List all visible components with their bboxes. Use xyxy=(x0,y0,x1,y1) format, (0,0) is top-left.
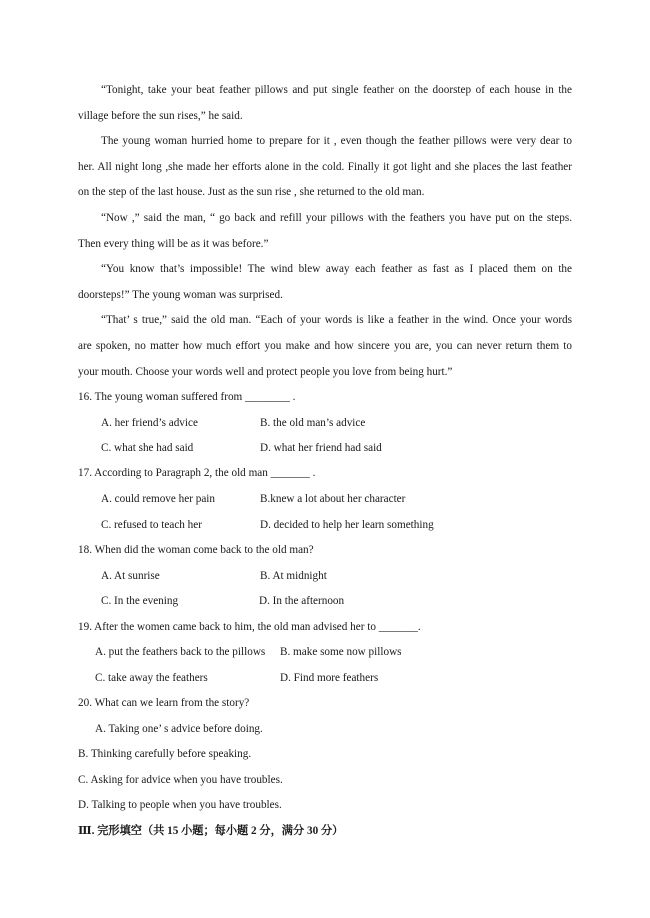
option-c: C. take away the feathers xyxy=(95,672,208,684)
option-d: D. Talking to people when you have troubles. xyxy=(78,799,282,811)
question-stem: 20. What can we learn from the story? xyxy=(78,697,250,709)
option-d: D. decided to help her learn something xyxy=(260,519,434,531)
passage-line: your mouth. Choose your words well and protect people you love from being hurt.” xyxy=(78,366,453,378)
option-a: A. Taking one’ s advice before doing. xyxy=(95,723,263,735)
passage-line: The young woman hurried home to prepare for it , even though the feather pillows were very dear to xyxy=(101,135,572,147)
question-stem: 16. The young woman suffered from ________ . xyxy=(78,391,296,403)
option-d: D. Find more feathers xyxy=(280,672,379,684)
option-b: B. make some now pillows xyxy=(280,646,402,658)
passage-line: “You know that’s impossible! The wind blew away each feather as fast as I placed them on the xyxy=(101,263,572,275)
option-c: C. refused to teach her xyxy=(101,519,202,531)
passage-line: doorsteps!” The young woman was surprised. xyxy=(78,289,283,301)
passage-line: are spoken, no matter how much effort you make and how sincere you are, you can never return them to xyxy=(78,340,572,352)
option-b: B.knew a lot about her character xyxy=(260,493,406,505)
option-b: B. the old man’s advice xyxy=(260,417,366,429)
passage-line: Then every thing will be as it was before.” xyxy=(78,238,269,250)
option-d: D. In the afternoon xyxy=(259,595,345,607)
option-b: B. At midnight xyxy=(260,570,327,582)
question-stem: 18. When did the woman come back to the old man? xyxy=(78,544,314,556)
section-heading: Ⅲ. 完形填空（共 15 小题；每小题 2 分，满分 30 分） xyxy=(78,825,344,837)
option-c: C. Asking for advice when you have troubles. xyxy=(78,774,283,786)
passage-line: on the step of the last house. Just as the sun rise , she returned to the old man. xyxy=(78,186,425,198)
option-b: B. Thinking carefully before speaking. xyxy=(78,748,252,760)
option-a: A. her friend’s advice xyxy=(101,417,198,429)
option-a: A. put the feathers back to the pillows xyxy=(95,646,266,658)
passage-line: “Now ,” said the man, “ go back and refill your pillows with the feathers you have put on the steps. xyxy=(101,212,572,224)
option-a: A. At sunrise xyxy=(101,570,160,582)
question-stem: 17. According to Paragraph 2, the old man _______ . xyxy=(78,467,316,479)
option-c: C. what she had said xyxy=(101,442,194,454)
question-stem: 19. After the women came back to him, the old man advised her to _______. xyxy=(78,621,421,633)
passage-line: village before the sun rises,” he said. xyxy=(78,110,243,122)
passage-line: her. All night long ,she made her efforts alone in the cold. Finally it got light and she places the last feather xyxy=(78,161,572,173)
option-a: A. could remove her pain xyxy=(101,493,216,505)
option-d: D. what her friend had said xyxy=(260,442,382,454)
passage-line: “That’ s true,” said the old man. “Each of your words is like a feather in the wind. Once your words xyxy=(101,314,572,326)
passage-line: “Tonight, take your beat feather pillows and put single feather on the doorstep of each house in the xyxy=(101,84,572,96)
option-c: C. In the evening xyxy=(101,595,179,607)
